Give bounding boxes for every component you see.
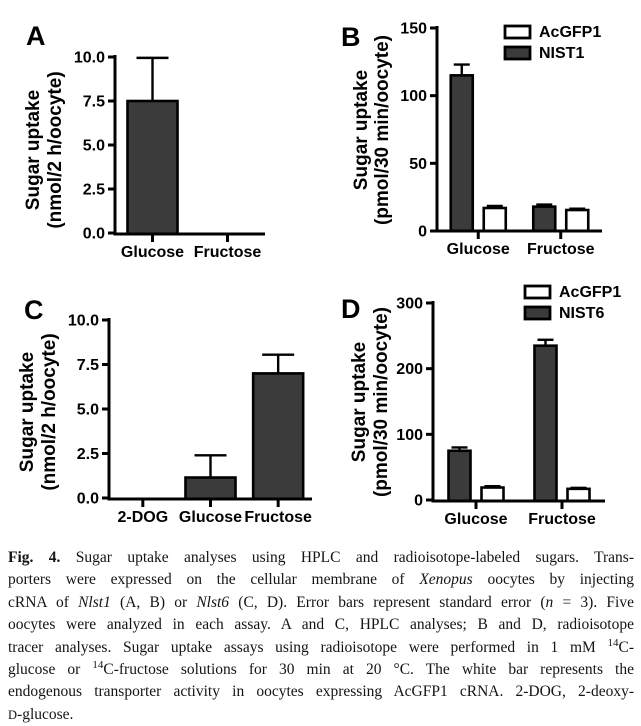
caption-run: oocytes were analyzed in each assay. A and C, HPLC analyses; B and D, radioisotope [8, 616, 634, 634]
x-category-label: Fructose [193, 244, 262, 261]
caption-line [8, 637, 634, 659]
bar-glucose-uptake [186, 478, 236, 499]
bar-glucose-acgfp1 [482, 488, 504, 501]
y-tick-label: 10.0 [73, 49, 105, 67]
caption-run: cRNA of [8, 593, 79, 611]
caption-line [8, 614, 634, 636]
panel-d-chart [320, 272, 641, 544]
bar-fructose-acgfp1 [566, 210, 588, 231]
caption-run-italic: Xenopus [419, 571, 473, 589]
figure-caption [8, 547, 634, 726]
legend-label: AcGFP1 [539, 24, 602, 41]
caption-run-bold: Fig. 4. [8, 549, 61, 566]
y-tick-label: 7.5 [76, 357, 99, 374]
caption-run-sup: 14 [607, 636, 619, 649]
caption-run: Sugar uptake analyses using HPLC and radioisotope-labeled sugars. Trans- [60, 549, 634, 566]
y-axis-title: Sugar uptake [351, 69, 372, 191]
caption-run: C- [618, 638, 634, 656]
caption-run: = 3). Five [553, 593, 634, 611]
caption-run: oocytes by injecting [472, 571, 634, 589]
legend-swatch-nist1 [505, 47, 530, 59]
x-category-label: Fructose [528, 511, 596, 528]
caption-run-italic: Nlst1 [78, 593, 111, 611]
panel-c-chart [0, 272, 320, 544]
caption-line [8, 569, 634, 591]
y-tick-label: 7.5 [82, 93, 105, 111]
y-tick-label: 0.0 [82, 225, 105, 243]
caption-run-smallcap: D [8, 707, 18, 722]
caption-run: endogenous transporter activity in oocytes expressing AcGFP1 cRNA. 2-DOG, 2-deoxy- [8, 683, 634, 701]
caption-line [8, 681, 634, 703]
x-category-label: Glucose [446, 241, 510, 258]
caption-line [8, 659, 634, 681]
x-category-label: Fructose [526, 241, 595, 258]
y-axis-title: Sugar uptake [349, 341, 370, 463]
caption-run-sup: 14 [92, 658, 104, 671]
y-tick-label: 5.0 [76, 401, 99, 419]
y-tick-label: 2.5 [82, 181, 105, 199]
y-axis-title: (nmol/2 h/oocyte) [45, 71, 66, 229]
caption-run: C-fructose solutions for 30 min at 20 °C. The white bar represents the [103, 661, 634, 679]
x-category-label: Glucose [444, 511, 508, 528]
caption-line [8, 704, 634, 726]
y-tick-label: 0 [418, 223, 427, 241]
caption-run-italic: n [545, 593, 554, 611]
legend-label: NIST6 [559, 305, 605, 322]
y-tick-label: 0.0 [76, 490, 99, 508]
bar-fructose-acgfp1 [568, 489, 590, 501]
y-axis-title: (pmol/30 min/oocyte) [371, 306, 392, 498]
y-tick-label: 5.0 [82, 137, 105, 155]
panel-b-chart [320, 0, 641, 272]
bar-glucose-acgfp1 [484, 208, 506, 231]
legend-swatch-acgfp1 [505, 26, 530, 38]
legend-label: NIST1 [539, 45, 585, 62]
panel-a-chart [0, 0, 320, 272]
y-tick-label: 100 [400, 88, 427, 106]
y-axis-title: Sugar uptake [23, 89, 44, 211]
panel-letter: B [341, 22, 361, 52]
y-axis-title: Sugar uptake [17, 351, 38, 473]
caption-run: -glucose. [17, 705, 74, 723]
caption-run: (C, D). Error bars represent standard error ( [229, 593, 546, 611]
panel-letter: D [341, 294, 361, 324]
y-tick-label: 0 [414, 492, 423, 510]
x-category-label: Glucose [178, 509, 243, 526]
x-category-label: Glucose [120, 244, 185, 261]
caption-line [8, 592, 634, 614]
x-category-label: Fructose [244, 509, 312, 526]
bar-glucose-nist1 [451, 75, 473, 231]
bar-fructose-uptake [253, 373, 303, 499]
legend-swatch-nist6 [525, 307, 550, 319]
bar-fructose-nist1 [533, 207, 555, 231]
legend-swatch-acgfp1 [525, 286, 550, 298]
panel-letter: C [24, 295, 44, 325]
bar-glucose-nist6 [449, 451, 471, 501]
y-tick-label: 10.0 [67, 312, 99, 330]
caption-run: glucose or [8, 661, 93, 679]
y-tick-label: 2.5 [76, 446, 99, 463]
x-category-label: 2-DOG [117, 509, 169, 526]
caption-run: porters were expressed on the cellular membrane of [8, 571, 420, 589]
y-tick-label: 150 [400, 20, 427, 38]
y-tick-label: 300 [396, 295, 423, 313]
bar-fructose-nist6 [535, 346, 557, 501]
y-axis-title: (nmol/2 h/oocyte) [39, 333, 60, 491]
panel-letter: A [26, 21, 46, 51]
caption-run: (A, B) or [110, 593, 197, 611]
caption-run-italic: Nlst6 [196, 593, 230, 611]
y-tick-label: 200 [396, 361, 423, 379]
bar-glucose-uptake [128, 101, 178, 234]
caption-run: tracer analyses. Sugar uptake assays using radioisotope were performed in 1 mM [8, 638, 608, 656]
y-tick-label: 50 [409, 155, 427, 173]
caption-line [8, 547, 634, 569]
legend-label: AcGFP1 [559, 284, 622, 301]
y-axis-title: (pmol/30 min/oocyte) [372, 34, 393, 226]
y-tick-label: 100 [396, 426, 423, 444]
